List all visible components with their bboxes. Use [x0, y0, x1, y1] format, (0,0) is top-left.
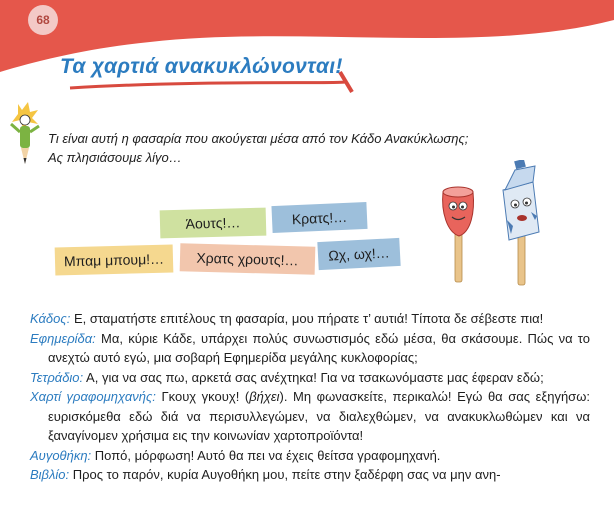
- page-title: Τα χαρτιά ανακυκλώνονται!: [60, 55, 343, 78]
- paper-characters-illustration: [435, 160, 560, 290]
- dialogue-text: ). Μη φωνασκείτε, περικαλώ! Εγώ θα σας εξηγήσω: ευρισκόμεθα εδώ διά να περισυλλεγώμεν, να διαλεχθώμεν, να ανακυκλωθώμεν και να ξαναγίνομεν χρήσιμα εις την κοινωνίαν χαρτοπροϊόντα!: [48, 389, 590, 443]
- dialogue-line: [30, 309, 590, 329]
- sound-bubble-krats: Κρατς!…: [271, 202, 367, 233]
- dialogue-line: [30, 368, 590, 388]
- dialogue-line: [30, 329, 590, 368]
- dialogue-text: Γκουχ γκουχ! (: [155, 389, 250, 404]
- page-number: 68: [28, 5, 58, 35]
- header-banner: [0, 0, 614, 100]
- stage-direction: βήχει: [249, 389, 280, 404]
- dialogue: [30, 309, 590, 485]
- intro-text: [48, 129, 468, 167]
- speaker-label: Βιβλίο:: [30, 467, 70, 482]
- dialogue-text: Μα, κύριε Κάδε, υπάρχει πολύς συνωστισμός εδώ μέσα, θα σκάσουμε. Πώς να το ανεχτώ αυτό εγώ, μια σοβαρή Εφημερίδα μεγάλης κυκλοφορίας;: [48, 330, 590, 365]
- dialogue-text: Προς το παρόν, κυρία Αυγοθήκη μου, πείτε στην ξαδέρφη σας να μην ανη-: [69, 467, 501, 482]
- speaker-label: Τετράδιο:: [30, 369, 84, 385]
- speaker-label: Αυγοθήκη:: [30, 447, 92, 463]
- sound-bubble-krats-krouts: Χρατς χρουτς!…: [180, 243, 316, 275]
- speaker-label: Εφημερίδα:: [30, 330, 96, 346]
- sound-bubble-aoutz: Άουτς!…: [160, 208, 267, 239]
- dialogue-text: Α, για να σας πω, αρκετά σας ανέχτηκα! Για να τσακωνόμαστε μας έφεραν εδώ;: [83, 369, 544, 385]
- dialogue-text: Ποπό, μόρφωση! Αυτό θα πει να έχεις θείτσα γραφομηχανή.: [91, 447, 441, 463]
- sound-bubble-bam: Μπαμ μπουμ!…: [55, 244, 174, 275]
- intro-line-1: Τι είναι αυτή η φασαρία που ακούγεται μέσα από τον Κάδο Ανακύκλωσης;: [48, 131, 469, 146]
- speaker-label: Χαρτί γραφομηχανής:: [30, 389, 156, 404]
- dialogue-text: Ε, σταματήστε επιτέλους τη φασαρία, μου πήρατε τ’ αυτιά! Τίποτα δε σέβεστε πια!: [70, 311, 544, 326]
- dialogue-line: [30, 387, 590, 446]
- sound-bubble-ox: Ωχ, ωχ!…: [317, 238, 400, 270]
- intro-line-2: Ας πλησιάσουμε λίγο…: [48, 150, 182, 165]
- speaker-label: Κάδος:: [30, 311, 71, 326]
- dialogue-line: [30, 446, 590, 466]
- pencil-character-icon: [8, 100, 42, 168]
- dialogue-line: [30, 465, 590, 485]
